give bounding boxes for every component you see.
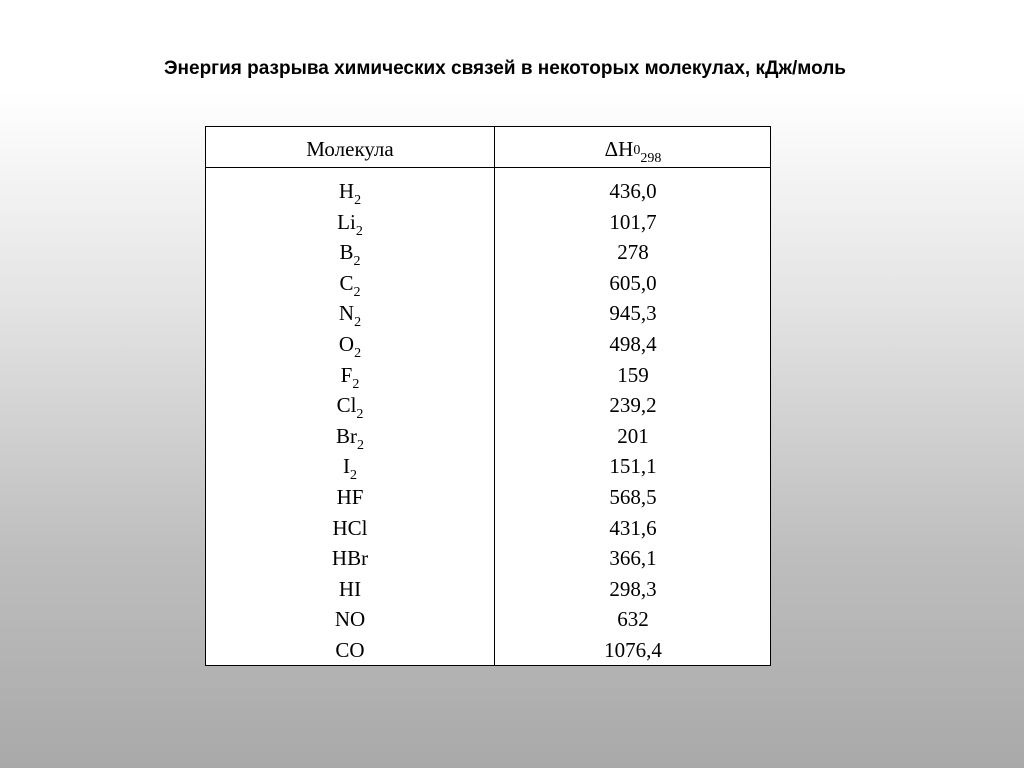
enthalpy-value-cell: 298,3 [609, 576, 657, 601]
header-molecule: Молекула [306, 137, 394, 161]
header-enthalpy [495, 127, 771, 167]
molecule-formula: NO [334, 607, 366, 632]
table-header [206, 127, 770, 168]
enthalpy-value-cell: 201 [617, 423, 649, 448]
molecule-subscript: 2 [354, 315, 362, 331]
molecule-cell [206, 451, 494, 482]
enthalpy-value-cell: 498,4 [609, 331, 657, 356]
molecule-formula: Cl [336, 393, 357, 418]
molecule-subscript: 2 [353, 254, 361, 270]
molecule-formula: HCl [332, 515, 368, 540]
enthalpy-value-cell: 632 [617, 607, 649, 632]
molecule-cell [206, 360, 494, 391]
slide-title: Энергия разрыва химических связей в некоторых молекулах, кДж/моль [164, 58, 846, 79]
molecule-cell [206, 421, 494, 452]
molecule-cell [206, 482, 494, 513]
molecule-cell [206, 543, 494, 574]
enthalpy-value-cell: 605,0 [609, 270, 657, 295]
molecule-formula: O [338, 331, 355, 356]
molecule-formula: Li [337, 209, 356, 234]
molecule-cell [206, 604, 494, 635]
enthalpy-symbol: ΔH [604, 137, 634, 161]
bond-energy-table [205, 126, 771, 666]
molecule-subscript: 2 [353, 284, 361, 300]
molecule-subscript: 2 [354, 345, 362, 361]
molecule-formula: C [339, 270, 354, 295]
molecule-cell [206, 329, 494, 360]
molecule-formula: Br [336, 423, 357, 448]
molecule-subscript: 2 [354, 193, 362, 208]
molecule-formula: HI [338, 576, 362, 601]
molecule-formula: I [343, 454, 350, 479]
molecule-cell [206, 390, 494, 421]
enthalpy-value-cell: 366,1 [609, 546, 657, 571]
molecule-formula: H [338, 179, 355, 203]
molecule-subscript: 2 [356, 407, 364, 423]
molecule-subscript: 2 [355, 223, 363, 239]
enthalpy-superscript: 0 [633, 143, 641, 158]
molecule-formula: CO [335, 637, 365, 662]
molecule-cell [206, 237, 494, 268]
molecule-cell [206, 298, 494, 329]
enthalpy-value-cell: 278 [617, 240, 649, 265]
enthalpy-value-cell: 101,7 [609, 209, 657, 234]
molecule-formula: HBr [331, 546, 369, 571]
enthalpy-value-cell: 436,0 [609, 179, 657, 203]
molecule-cell [206, 268, 494, 299]
molecule-formula: N [338, 301, 355, 326]
molecule-cell [206, 513, 494, 544]
molecule-cell [206, 176, 494, 207]
molecule-subscript: 2 [350, 468, 357, 484]
molecule-column [206, 176, 494, 666]
enthalpy-value-cell: 239,2 [609, 393, 657, 418]
enthalpy-value-cell: 945,3 [609, 301, 657, 326]
molecule-cell [206, 574, 494, 605]
enthalpy-value-cell: 151,1 [609, 454, 657, 479]
enthalpy-value-cell: 159 [617, 362, 649, 387]
enthalpy-value-cell: 568,5 [609, 484, 657, 509]
molecule-cell [206, 207, 494, 238]
molecule-cell [206, 635, 494, 666]
molecule-formula: B [339, 240, 354, 265]
value-column [495, 176, 771, 666]
enthalpy-value-cell: 431,6 [609, 515, 657, 540]
enthalpy-subscript: 298 [640, 151, 662, 166]
molecule-formula: HF [336, 484, 364, 509]
enthalpy-value-cell: 1076,4 [604, 637, 662, 662]
molecule-subscript: 2 [357, 437, 364, 453]
molecule-subscript: 2 [352, 376, 360, 392]
molecule-formula: F [340, 362, 353, 387]
